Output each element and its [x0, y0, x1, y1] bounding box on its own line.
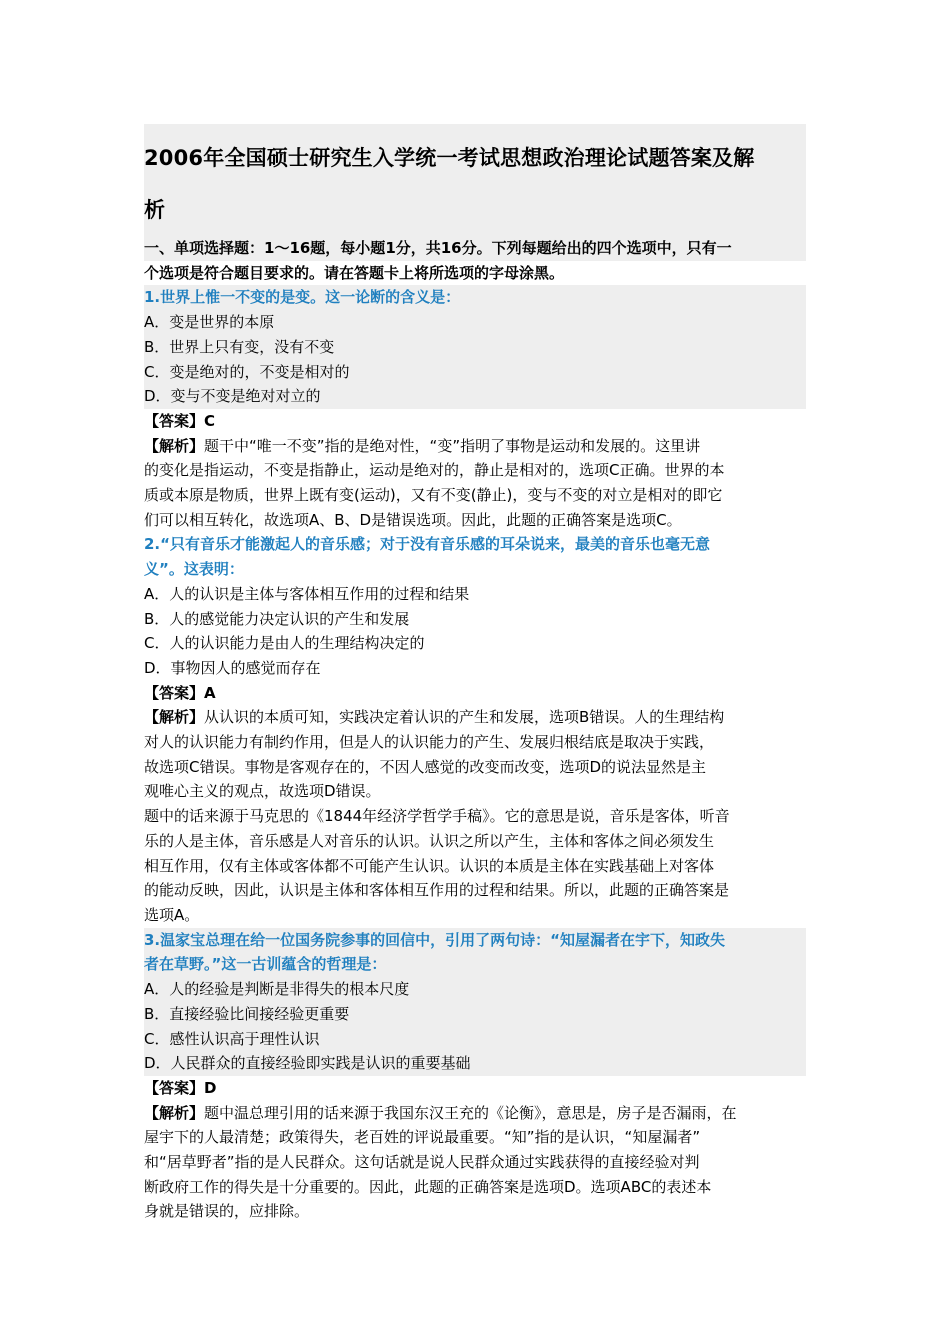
- option-c: C．人的认识能力是由人的生理结构决定的: [144, 634, 425, 653]
- analysis-line: 断政府工作的得失是十分重要的。因此，此题的正确答案是选项D。选项ABC的表述本: [144, 1177, 712, 1196]
- section-intro-line-1: 一、单项选择题：1～16题，每小题1分，共16分。下列每题给出的四个选项中，只有一: [144, 236, 806, 261]
- extra-line: 的能动反映，因此，认识是主体和客体相互作用的过程和结果。所以，此题的正确答案是: [144, 881, 730, 900]
- question-stem: 者在草野。”这一古训蕴含的哲理是：: [144, 955, 387, 974]
- analysis-tag: 【解析】: [144, 1103, 205, 1122]
- analysis-tag: 【解析】: [144, 436, 205, 455]
- analysis-line: 对人的认识能力有制约作用，但是人的认识能力的产生、发展归根结底是取决于实践，: [144, 733, 715, 752]
- analysis-line: [144, 434, 806, 459]
- extra-line: 乐的人是主体，音乐感是人对音乐的认识。认识之所以产生，主体和客体之间必须发生: [144, 831, 715, 850]
- option-b: B．直接经验比间接经验更重要: [144, 1004, 350, 1023]
- analysis-text: 题干中“唯一不变”指的是绝对性，“变”指明了事物是运动和发展的。这里讲: [204, 436, 701, 455]
- analysis-line: 身就是错误的，应排除。: [144, 1202, 310, 1221]
- answer-line: [144, 681, 806, 706]
- question-1: [144, 285, 806, 532]
- option-c: C．感性认识高于理性认识: [144, 1029, 320, 1048]
- analysis-line: 和“居草野者”指的是人民群众。这句话就是说人民群众通过实践获得的直接经验对判: [144, 1153, 700, 1172]
- option-a: A．变是世界的本原: [144, 313, 275, 332]
- extra-line: 选项A。: [144, 905, 200, 924]
- answer-tag: 【答案】: [144, 1078, 205, 1097]
- title-block: [144, 124, 806, 236]
- question-stem: 1.世界上惟一不变的是变。这一论断的含义是：: [144, 288, 461, 307]
- analysis-line: 质或本原是物质，世界上既有变(运动)，又有不变(静止)，变与不变的对立是相对的即它: [144, 486, 723, 505]
- answer-tag: 【答案】: [144, 411, 205, 430]
- question-1-stem-options: [144, 285, 806, 409]
- option-a: A．人的经验是判断是非得失的根本尺度: [144, 980, 410, 999]
- analysis-line: [144, 1101, 806, 1126]
- analysis-line: 故选项C错误。事物是客观存在的，不因人感觉的改变而改变，选项D的说法显然是主: [144, 757, 707, 776]
- answer-line: [144, 1076, 806, 1101]
- analysis-tag: 【解析】: [144, 708, 205, 727]
- question-stem: 义”。这表明：: [144, 560, 244, 579]
- answer-tag: 【答案】: [144, 683, 205, 702]
- section-intro-line-2: 个选项是符合题目要求的。请在答题卡上将所选项的字母涂黑。: [144, 263, 565, 282]
- answer-line: [144, 409, 806, 434]
- option-d: D．事物因人的感觉而存在: [144, 658, 321, 677]
- analysis-text: 题中温总理引用的话来源于我国东汉王充的《论衡》，意思是，房子是否漏雨，在: [204, 1103, 737, 1122]
- analysis-line: [144, 705, 806, 730]
- question-3: [144, 928, 806, 1224]
- analysis-text: 从认识的本质可知，实践决定着认识的产生和发展，选项B错误。人的生理结构: [204, 708, 725, 727]
- answer-value: A: [204, 683, 216, 702]
- option-c: C．变是绝对的，不变是相对的: [144, 362, 350, 381]
- analysis-line: 观唯心主义的观点，故选项D错误。: [144, 782, 381, 801]
- question-stem: 2.“只有音乐才能激起人的音乐感；对于没有音乐感的耳朵说来，最美的音乐也毫无意: [144, 535, 710, 554]
- question-stem: 3.温家宝总理在给一位国务院参事的回信中，引用了两句诗：“知屋漏者在宇下，知政失: [144, 930, 725, 949]
- option-a: A．人的认识是主体与客体相互作用的过程和结果: [144, 584, 470, 603]
- answer-value: D: [204, 1078, 217, 1097]
- question-2: [144, 532, 806, 927]
- option-b: B．人的感觉能力决定认识的产生和发展: [144, 609, 410, 628]
- analysis-line: 们可以相互转化，故选项A、B、D是错误选项。因此，此题的正确答案是选项C。: [144, 510, 682, 529]
- option-b: B．世界上只有变，没有不变: [144, 337, 335, 356]
- option-d: D．变与不变是绝对对立的: [144, 387, 321, 406]
- document-page: [144, 124, 806, 1224]
- extra-line: 相互作用，仅有主体或客体都不可能产生认识。认识的本质是主体在实践基础上对客体: [144, 856, 715, 875]
- option-d: D．人民群众的直接经验即实践是认识的重要基础: [144, 1054, 471, 1073]
- page-title-line-2: 析: [144, 198, 166, 222]
- analysis-line: 的变化是指运动，不变是指静止，运动是绝对的，静止是相对的，选项C正确。世界的本: [144, 461, 725, 480]
- extra-line: 题中的话来源于马克思的《1844年经济学哲学手稿》。它的意思是说，音乐是客体，听音: [144, 807, 730, 826]
- answer-value: C: [204, 411, 216, 430]
- question-3-stem-options: [144, 928, 806, 1076]
- analysis-line: 屋宇下的人最清楚；政策得失，老百姓的评说最重要。“知”指的是认识，“知屋漏者”: [144, 1128, 701, 1147]
- page-title-line-1: 2006年全国硕士研究生入学统一考试思想政治理论试题答案及解: [144, 146, 755, 170]
